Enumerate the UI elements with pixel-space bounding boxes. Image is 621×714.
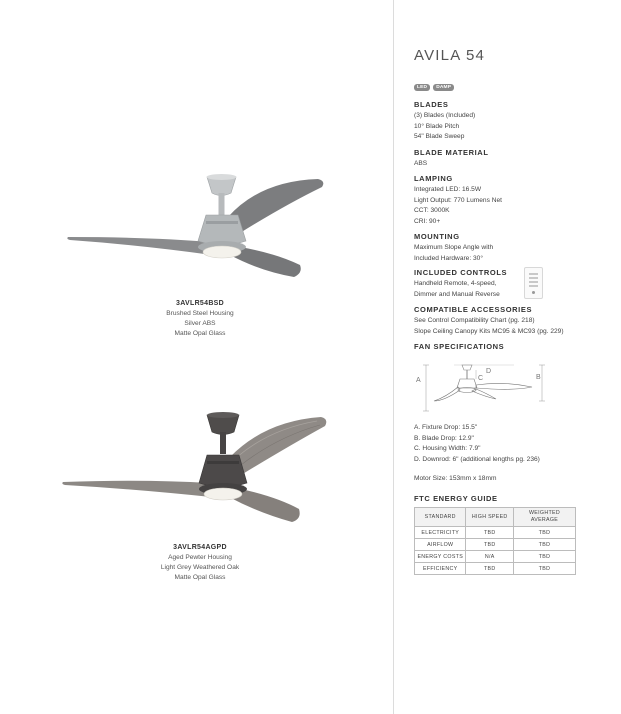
product-code: 3AVLR54BSD bbox=[176, 300, 224, 307]
table-cell: TBD bbox=[513, 551, 575, 563]
remote-button-icon bbox=[529, 273, 538, 275]
product-title: AVILA 54 bbox=[414, 47, 486, 64]
section-line: Integrated LED: 16.5W bbox=[414, 186, 482, 193]
table-cell: TBD bbox=[513, 563, 575, 575]
section-heading: LAMPING bbox=[414, 174, 453, 183]
spec-housing-width: C. Housing Width: 7.9" bbox=[414, 445, 481, 452]
section-heading: INCLUDED CONTROLS bbox=[414, 268, 508, 277]
section-line: ABS bbox=[414, 160, 428, 167]
product-blade: Light Grey Weathered Oak bbox=[160, 564, 240, 571]
product-glass: Matte Opal Glass bbox=[174, 574, 226, 581]
dimension-label-b: B bbox=[536, 374, 541, 381]
product-caption-2 bbox=[100, 543, 300, 583]
column-header: STANDARD bbox=[415, 508, 466, 527]
table-cell: N/A bbox=[466, 551, 514, 563]
section-included-controls bbox=[414, 268, 614, 300]
spec-panel bbox=[394, 0, 621, 714]
table-header-row bbox=[415, 508, 576, 527]
remote-button-icon bbox=[529, 277, 538, 279]
damp-badge: DAMP bbox=[433, 84, 454, 91]
section-fan-specifications bbox=[414, 342, 614, 353]
section-line: 54" Blade Sweep bbox=[414, 133, 465, 140]
section-line: See Control Compatibility Chart (pg. 218) bbox=[414, 317, 535, 324]
dimension-label-a: A bbox=[416, 377, 421, 384]
fan-image-aged-pewter bbox=[55, 405, 335, 530]
section-heading: BLADE MATERIAL bbox=[414, 148, 489, 157]
fan-image-brushed-steel bbox=[60, 165, 330, 285]
remote-control-icon bbox=[524, 267, 543, 299]
spec-fixture-drop: A. Fixture Drop: 15.5" bbox=[414, 424, 478, 431]
product-finish: Aged Pewter Housing bbox=[168, 554, 232, 561]
section-line: Included Hardware: 30° bbox=[414, 254, 483, 262]
table-cell: TBD bbox=[466, 563, 514, 575]
section-line: (3) Blades (Included) bbox=[414, 112, 476, 119]
section-heading: BLADES bbox=[414, 100, 449, 109]
table-cell: ENERGY COSTS bbox=[415, 551, 466, 563]
motor-size-block bbox=[414, 474, 614, 485]
product-caption-1 bbox=[100, 299, 300, 339]
section-line: Dimmer and Manual Reverse bbox=[414, 290, 500, 298]
ftc-energy-guide-heading: FTC ENERGY GUIDE bbox=[414, 494, 498, 503]
section-heading: COMPATIBLE ACCESSORIES bbox=[414, 305, 533, 314]
table-cell: TBD bbox=[466, 527, 514, 539]
table-cell: TBD bbox=[513, 527, 575, 539]
table-row bbox=[415, 563, 576, 575]
table-cell: ELECTRICITY bbox=[415, 527, 466, 539]
section-line: Handheld Remote, 4-speed, bbox=[414, 280, 497, 287]
section-line: CCT: 3000K bbox=[414, 207, 450, 214]
section-line: Maximum Slope Angle with bbox=[414, 244, 494, 251]
table-cell: TBD bbox=[466, 539, 514, 551]
badge-row bbox=[414, 84, 454, 91]
table-cell: TBD bbox=[513, 539, 575, 551]
product-blade: Silver ABS bbox=[184, 320, 216, 327]
ftc-energy-table bbox=[414, 507, 576, 575]
dimension-label-c: C bbox=[478, 375, 484, 382]
product-glass: Matte Opal Glass bbox=[174, 330, 226, 337]
section-mounting bbox=[414, 232, 614, 264]
column-header: WEIGHTED AVERAGE bbox=[513, 508, 575, 527]
section-compatible-accessories bbox=[414, 305, 621, 337]
section-line: Light Output: 770 Lumens Net bbox=[414, 196, 502, 204]
section-line: Slope Ceiling Canopy Kits MC95 & MC93 (pg. 229) bbox=[414, 327, 564, 335]
table-row bbox=[415, 551, 576, 563]
spec-downrod: D. Downrod: 6" (additional lengths pg. 236) bbox=[414, 455, 540, 463]
table-cell: EFFICIENCY bbox=[415, 563, 466, 575]
column-header: HIGH SPEED bbox=[466, 508, 514, 527]
fan-spec-list bbox=[414, 423, 621, 465]
dimension-label-d: D bbox=[486, 368, 492, 375]
remote-button-icon bbox=[529, 285, 538, 287]
section-blades bbox=[414, 100, 614, 143]
section-heading: FAN SPECIFICATIONS bbox=[414, 342, 505, 351]
remote-dot-icon bbox=[532, 291, 535, 294]
led-badge: LED bbox=[414, 84, 430, 91]
table-cell: AIRFLOW bbox=[415, 539, 466, 551]
spec-blade-drop: B. Blade Drop: 12.9" bbox=[414, 434, 474, 442]
section-heading: MOUNTING bbox=[414, 232, 460, 241]
section-line: CRI: 90+ bbox=[414, 217, 441, 225]
section-lamping bbox=[414, 174, 614, 227]
table-row bbox=[415, 527, 576, 539]
product-finish: Brushed Steel Housing bbox=[166, 310, 234, 317]
remote-button-icon bbox=[529, 281, 538, 283]
fan-dimension-diagram bbox=[414, 357, 554, 417]
table-row bbox=[415, 539, 576, 551]
motor-size: Motor Size: 153mm x 18mm bbox=[414, 475, 497, 482]
section-blade-material bbox=[414, 148, 614, 170]
section-line: 10° Blade Pitch bbox=[414, 122, 460, 130]
product-code: 3AVLR54AGPD bbox=[173, 544, 227, 551]
